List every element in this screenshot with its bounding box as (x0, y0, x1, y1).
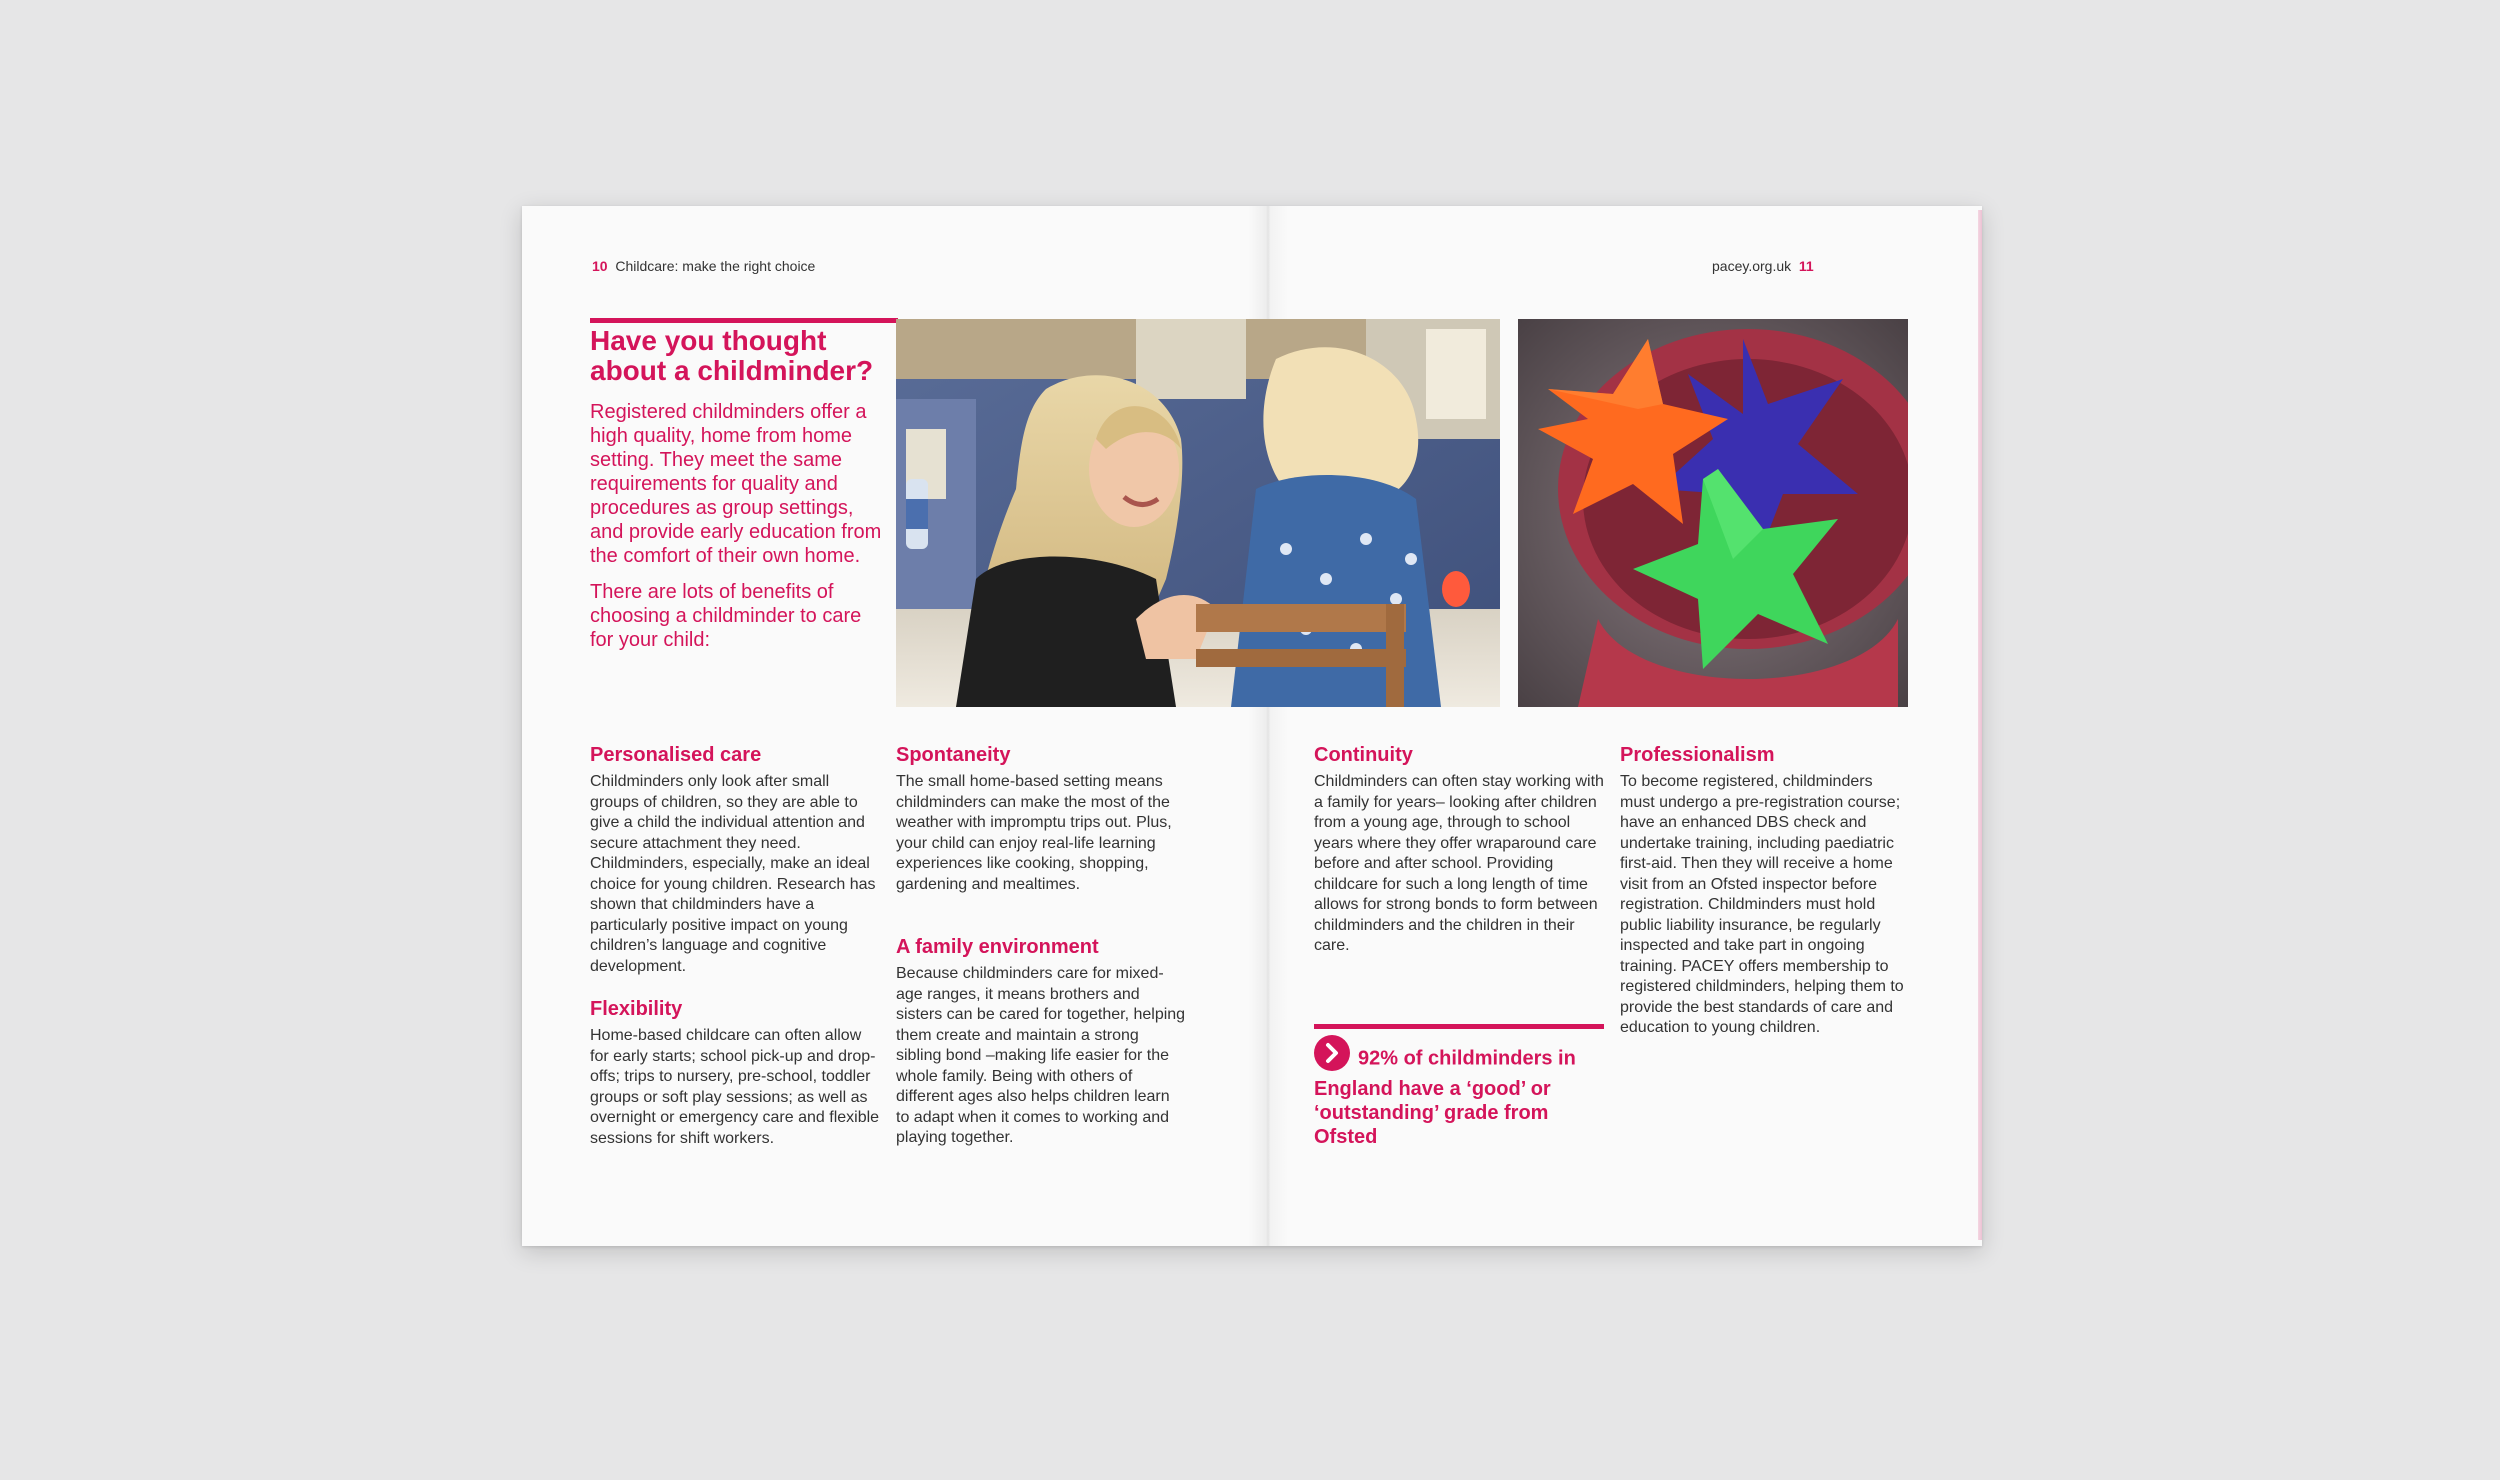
section-title: Spontaneity (896, 744, 1011, 766)
page-headline: Have you thought about a childminder? (590, 325, 874, 386)
section-continuity (1314, 744, 1604, 957)
intro-text (590, 400, 890, 664)
section-spontaneity (896, 744, 1186, 895)
intro-paragraph: There are lots of benefits of choosing a childminder to care for your child: (590, 581, 862, 651)
childminder-photo (896, 319, 1500, 707)
left-page-number: 10 (592, 258, 608, 274)
section-body: Home-based childcare can often allow for early starts; school pick-up and drop-offs; trips to nursery, pre-school, toddler groups or soft play sessions; as well as overnight or emergency care and flexible sessions for shift workers. (590, 1027, 880, 1147)
callout-text-block (1314, 1041, 1604, 1149)
bean-bag-stars-photo (1518, 319, 1908, 707)
section-flexibility (590, 998, 880, 1149)
callout-rule (1314, 1024, 1604, 1029)
section-body: Childminders can often stay working with a family for years– looking after children from a young age, through to school years where they offer wraparound care before and after school. Providing childcare for such a long length of time allows for strong bonds to form between childminders and the children in their care. (1314, 773, 1604, 954)
section-title: Personalised care (590, 744, 762, 766)
headline-rule (590, 318, 898, 323)
section-body: Because childminders care for mixed-age ranges, it means brothers and sisters can be cared for together, helping them create and maintain a strong sibling bond –making life easier for the whole family. Being with others of different ages also helps children learn to adapt when it comes to working and playing together. (896, 965, 1186, 1146)
section-body: The small home-based setting means childminders can make the most of the weather with impromptu trips out. Plus, your child can enjoy real-life learning experiences like cooking, shopping, gardening and mealtimes. (896, 773, 1172, 893)
section-title: Flexibility (590, 998, 683, 1020)
section-professionalism (1620, 744, 1910, 1039)
right-page-header (1712, 258, 1814, 274)
section-title: Professionalism (1620, 744, 1775, 766)
right-page-site: pacey.org.uk (1712, 258, 1792, 274)
section-title: Continuity (1314, 744, 1413, 766)
ofsted-callout (1314, 1024, 1604, 1149)
section-title: A family environment (896, 936, 1099, 958)
brochure-spread (522, 206, 1982, 1246)
section-body: To become registered, childminders must undergo a pre-registration course; have an enhanced DBS check and undertake training, including paediatric first-aid. Then they will receive a home visit from an Ofsted inspector before registration. Childminders must hold public liability insurance, be regularly inspected and take part in ongoing training. PACEY offers membership to registered childminders, helping them to provide the best standards of care and education to young children. (1620, 773, 1904, 1036)
section-personalised-care (590, 744, 880, 977)
left-page-header (592, 258, 815, 274)
intro-paragraph: Registered childminders offer a high quality, home from home setting. They meet the same requirements for quality and procedures as group settings, and provide early education from the comfort of their own home. (590, 401, 882, 567)
chevron-right-icon (1314, 1035, 1350, 1071)
right-page-number: 11 (1798, 258, 1814, 274)
section-family-environment (896, 936, 1186, 1149)
page-edge (1978, 210, 1982, 1240)
callout-text: 92% of childminders in England have a ‘good’ or ‘outstanding’ grade from Ofsted (1314, 1047, 1576, 1148)
section-body: Childminders only look after small groups of children, so they are able to give a child the individual attention and secure attachment they need. Childminders, especially, make an ideal choice for young children. Research has shown that childminders have a particularly positive impact on young children’s language and cognitive development. (590, 773, 876, 975)
left-page-title: Childcare: make the right choice (615, 258, 816, 274)
